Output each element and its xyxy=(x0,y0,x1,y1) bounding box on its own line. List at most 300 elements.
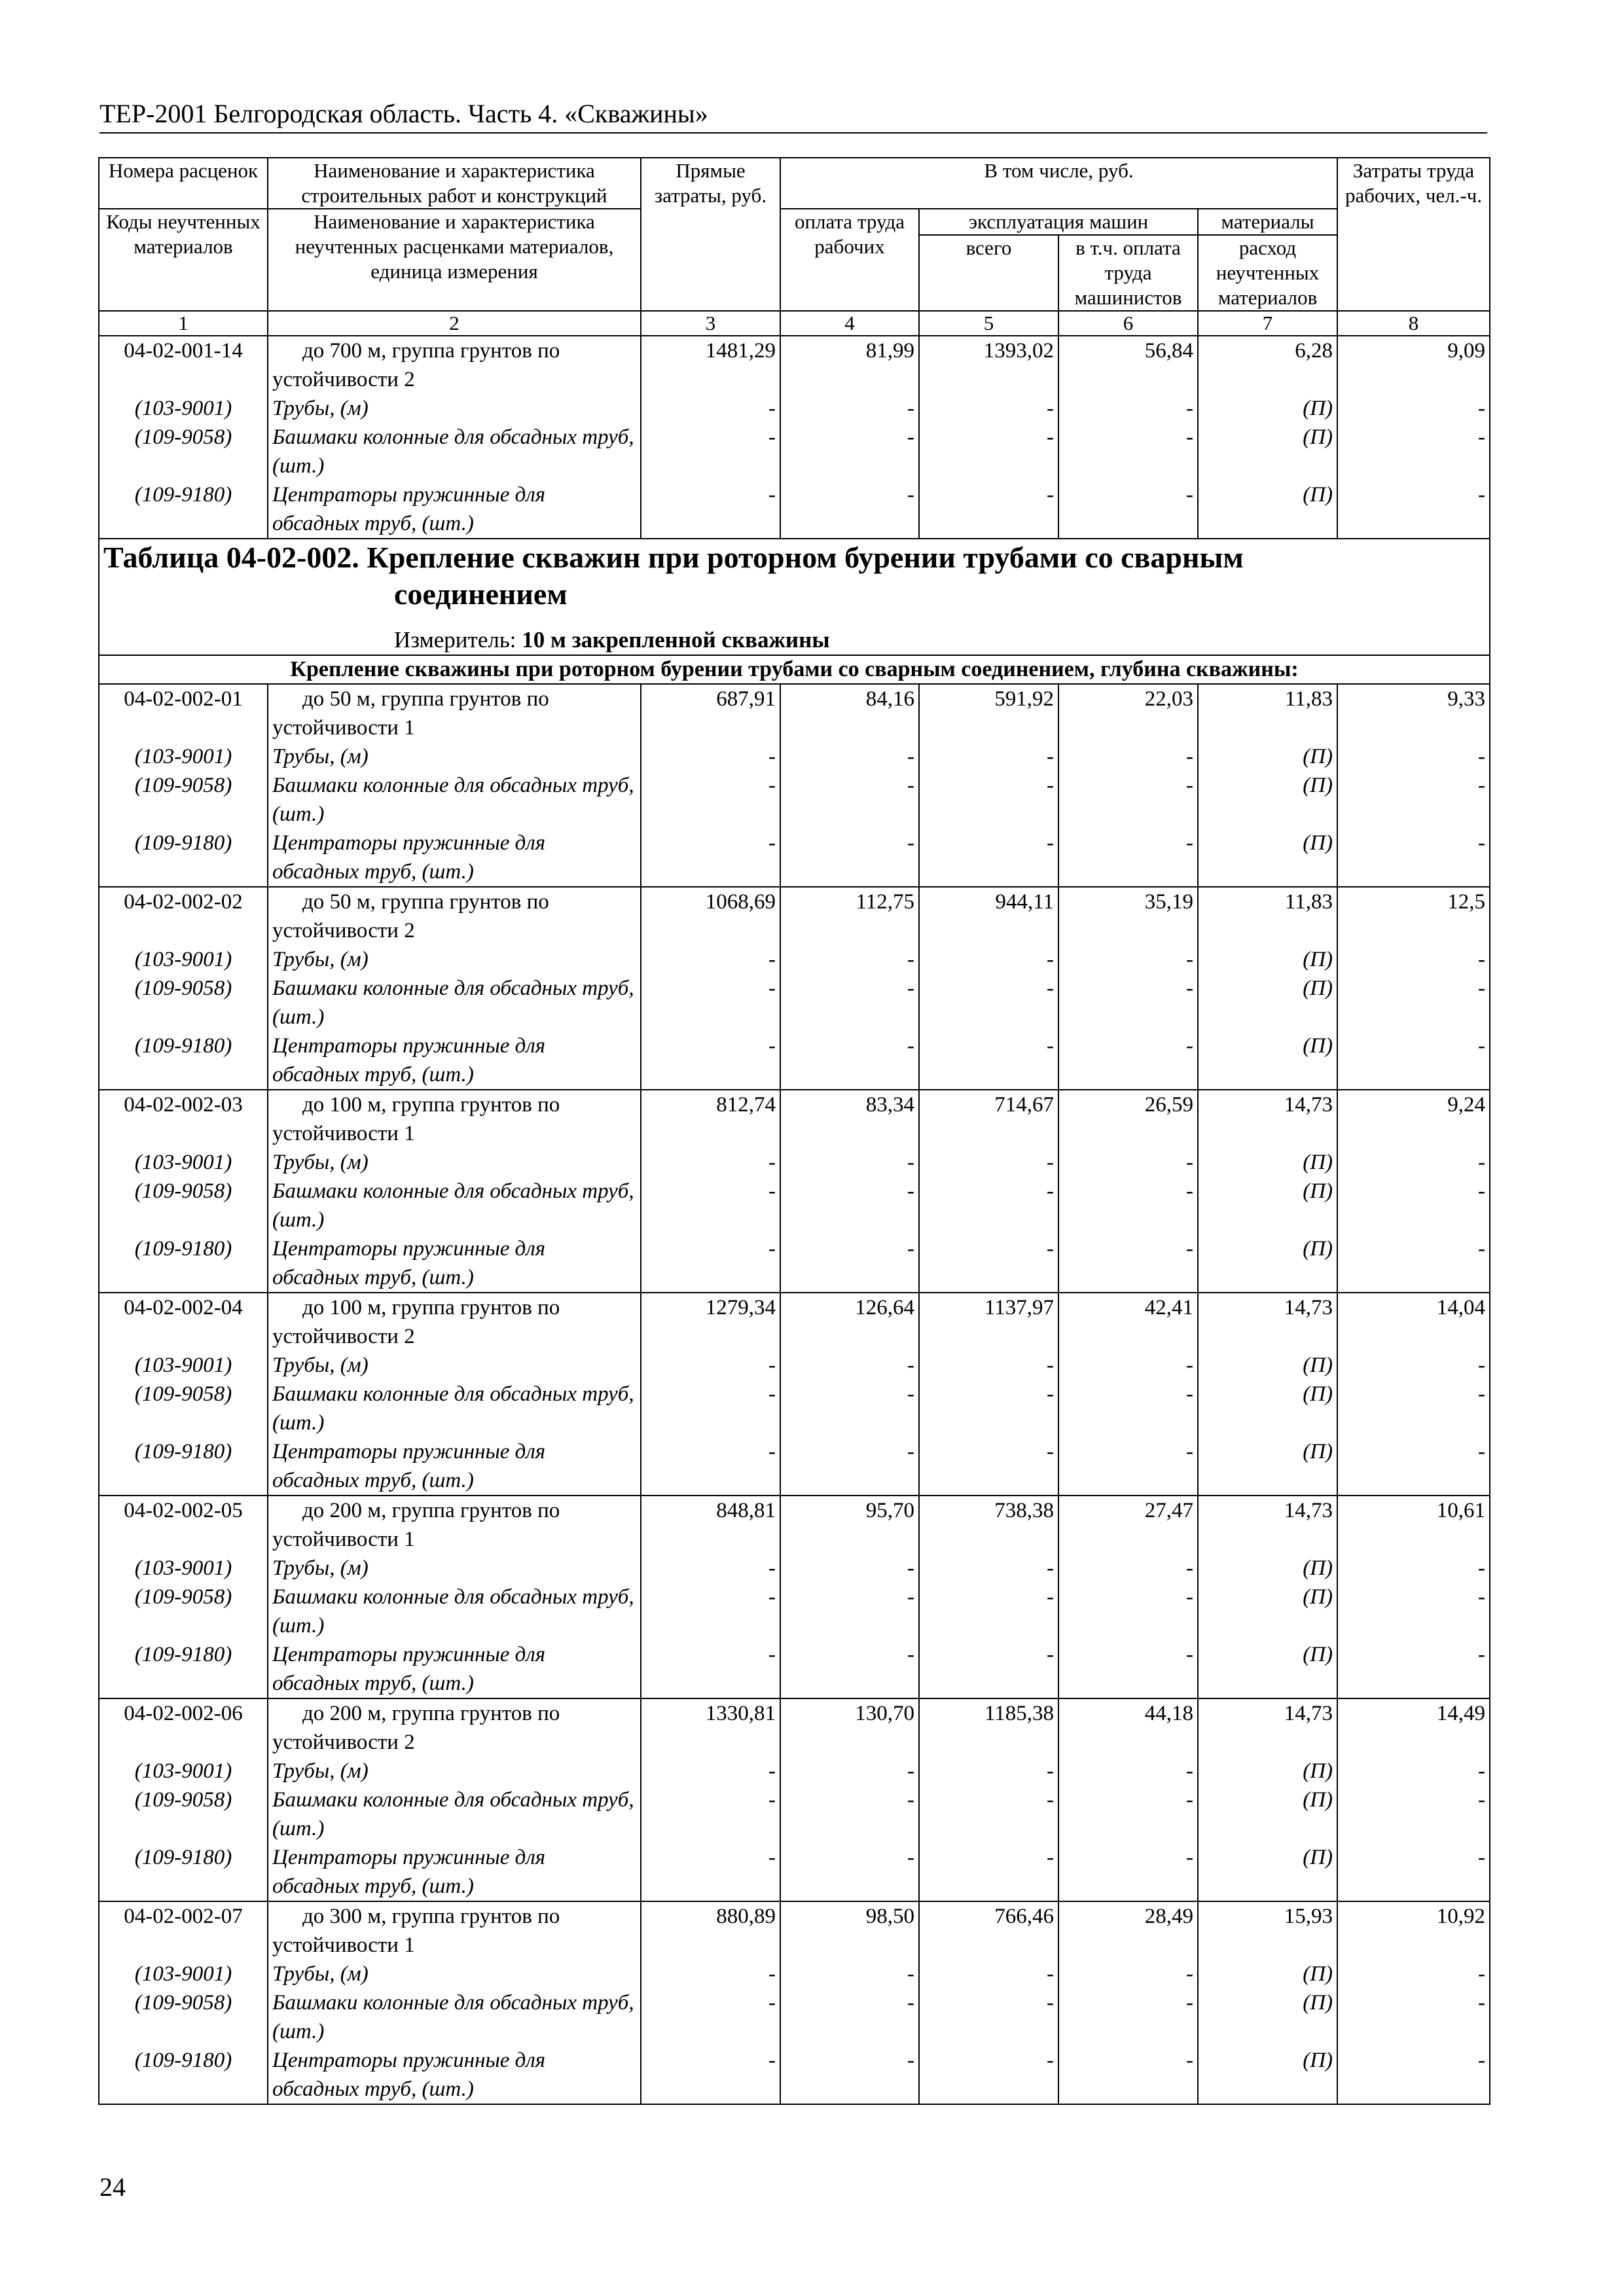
material-name-centralizers: Центраторы пружинные для обсадных труб, (шт.) xyxy=(272,1237,546,1289)
rate-code-cell xyxy=(99,1901,268,2104)
value-cell-machines xyxy=(919,1901,1058,2104)
material-value-centralizers: (П) xyxy=(1303,1440,1333,1463)
value-hours: 9,33 xyxy=(1447,687,1486,711)
rate-code-cell xyxy=(99,1698,268,1901)
value-machines: 1393,02 xyxy=(983,339,1054,363)
material-name-centralizers: Центраторы пружинные для обсадных труб, (шт.) xyxy=(272,483,546,535)
value-cell-hours xyxy=(1337,1698,1490,1901)
column-number: 5 xyxy=(919,311,1058,336)
spacer xyxy=(103,365,263,394)
material-value-pipes: (П) xyxy=(1303,1962,1333,1986)
material-value-pipes: - xyxy=(1478,1962,1486,1986)
spacer xyxy=(645,1119,776,1148)
spacer xyxy=(785,2017,914,2046)
spacer xyxy=(103,1728,263,1757)
spacer xyxy=(785,713,914,742)
column-number-row xyxy=(99,311,1490,336)
header-mat-codes: Коды неучтенных материалов xyxy=(99,209,268,311)
material-value-shoes: (П) xyxy=(1303,1585,1333,1609)
material-value-centralizers: - xyxy=(1478,483,1486,507)
spacer xyxy=(785,916,914,945)
rate-row xyxy=(99,1293,1490,1496)
value-cell-labor xyxy=(780,1901,919,2104)
material-value-centralizers: - xyxy=(1186,1034,1193,1058)
material-code-pipes: (103-9001) xyxy=(134,1962,232,1986)
material-value-centralizers: - xyxy=(1047,831,1054,855)
material-value-centralizers: - xyxy=(1478,831,1486,855)
material-value-shoes: - xyxy=(1047,1991,1054,2015)
material-code-shoes: (109-9058) xyxy=(134,1991,232,2015)
material-value-pipes: (П) xyxy=(1303,948,1333,971)
value-cell-labor xyxy=(780,684,919,887)
material-name-pipes: Трубы, (м) xyxy=(272,1962,369,1986)
material-value-pipes: (П) xyxy=(1303,745,1333,768)
value-cell-direct xyxy=(641,1293,780,1496)
material-value-centralizers: - xyxy=(907,1846,914,1869)
spacer xyxy=(1202,1206,1333,1234)
spacer xyxy=(103,1322,263,1351)
material-name-pipes: Трубы, (м) xyxy=(272,397,369,420)
column-number: 6 xyxy=(1058,311,1198,336)
material-name-shoes: Башмаки колонные для обсадных труб, (шт.) xyxy=(272,774,634,826)
material-value-shoes: - xyxy=(768,774,776,797)
spacer xyxy=(785,1003,914,1031)
header-mat-names: Наименование и характеристика неучтенных расценками материалов, единица измерения xyxy=(268,209,641,311)
spacer xyxy=(103,713,263,742)
material-value-pipes: - xyxy=(907,1759,914,1783)
spacer xyxy=(1063,1003,1193,1031)
rate-description: до 50 м, группа грунтов по устойчивости 1 xyxy=(272,687,549,740)
spacer xyxy=(924,1003,1054,1031)
spacer xyxy=(1202,713,1333,742)
material-value-pipes: - xyxy=(907,1151,914,1174)
spacer xyxy=(785,800,914,829)
spacer xyxy=(1342,1119,1485,1148)
rate-code-cell xyxy=(99,1293,268,1496)
spacer xyxy=(1342,1931,1485,1960)
spacer xyxy=(1063,1206,1193,1234)
material-value-centralizers: - xyxy=(907,831,914,855)
value-cell-machines xyxy=(919,1698,1058,1901)
material-code-pipes: (103-9001) xyxy=(134,1354,232,1377)
value-materials: 14,73 xyxy=(1284,1296,1333,1319)
material-value-centralizers: - xyxy=(1478,1440,1486,1463)
material-value-centralizers: - xyxy=(768,1846,776,1869)
rate-code: 04-02-002-06 xyxy=(124,1702,243,1725)
rate-row xyxy=(99,887,1490,1090)
table-title-line1: Таблица 04-02-002. Крепление скважин при роторном бурении трубами со сварным xyxy=(103,541,1244,574)
material-value-centralizers: (П) xyxy=(1303,1237,1333,1261)
material-code-shoes: (109-9058) xyxy=(134,977,232,1000)
spacer xyxy=(1063,452,1193,480)
value-machines: 1185,38 xyxy=(984,1702,1054,1725)
value-cell-materials xyxy=(1198,1698,1337,1901)
spacer xyxy=(1202,1814,1333,1843)
rate-code-cell xyxy=(99,684,268,887)
measurer xyxy=(103,626,1485,655)
value-cell-machinists xyxy=(1058,684,1198,887)
spacer xyxy=(1063,1931,1193,1960)
value-cell-direct xyxy=(641,1496,780,1698)
value-materials: 6,28 xyxy=(1295,339,1333,363)
spacer xyxy=(1342,713,1485,742)
spacer xyxy=(924,1525,1054,1554)
spacer xyxy=(924,1408,1054,1437)
rate-description: до 300 м, группа грунтов по устойчивости 1 xyxy=(272,1905,560,1957)
material-value-pipes: - xyxy=(907,1556,914,1580)
spacer xyxy=(1202,1611,1333,1640)
value-hours: 14,49 xyxy=(1436,1702,1486,1725)
spacer xyxy=(924,916,1054,945)
material-value-shoes: - xyxy=(907,1788,914,1812)
value-cell-labor xyxy=(780,1698,919,1901)
value-hours: 10,61 xyxy=(1436,1499,1486,1522)
value-hours: 9,09 xyxy=(1447,339,1486,363)
spacer xyxy=(924,1814,1054,1843)
material-value-centralizers: - xyxy=(1186,2049,1193,2072)
material-value-shoes: - xyxy=(768,977,776,1000)
material-value-centralizers: - xyxy=(1047,1440,1054,1463)
spacer xyxy=(924,1728,1054,1757)
value-hours: 12,5 xyxy=(1447,890,1486,914)
value-cell-machines xyxy=(919,1496,1058,1698)
spacer xyxy=(645,1931,776,1960)
spacer xyxy=(103,1611,263,1640)
spacer xyxy=(645,1408,776,1437)
table-title-block xyxy=(99,539,1490,655)
material-value-pipes: - xyxy=(1478,1556,1486,1580)
header-machinist-pay: в т.ч. оплата труда машинистов xyxy=(1058,235,1198,311)
spacer xyxy=(924,800,1054,829)
value-machinists: 22,03 xyxy=(1144,687,1193,711)
material-value-centralizers: - xyxy=(1186,483,1193,507)
value-machines: 714,67 xyxy=(994,1093,1054,1117)
spacer xyxy=(103,1525,263,1554)
material-value-pipes: - xyxy=(907,397,914,420)
spacer xyxy=(1063,2017,1193,2046)
value-cell-materials xyxy=(1198,1090,1337,1293)
rate-row xyxy=(99,1090,1490,1293)
material-value-centralizers: - xyxy=(907,483,914,507)
spacer xyxy=(1342,1322,1485,1351)
material-value-shoes: - xyxy=(907,977,914,1000)
material-code-centralizers: (109-9180) xyxy=(134,1237,232,1261)
material-value-pipes: - xyxy=(768,1759,776,1783)
material-value-pipes: - xyxy=(768,745,776,768)
rate-description: до 200 м, группа грунтов по устойчивости 2 xyxy=(272,1702,560,1754)
spacer xyxy=(785,1728,914,1757)
value-cell-hours xyxy=(1337,1496,1490,1698)
material-value-centralizers: - xyxy=(1047,1237,1054,1261)
value-machines: 591,92 xyxy=(994,687,1054,711)
column-number: 7 xyxy=(1198,311,1337,336)
material-value-centralizers: - xyxy=(1047,483,1054,507)
header-labor-pay: оплата труда рабочих xyxy=(780,209,919,311)
value-materials: 14,73 xyxy=(1284,1702,1333,1725)
material-code-pipes: (103-9001) xyxy=(134,948,232,971)
material-value-centralizers: - xyxy=(907,1034,914,1058)
material-value-pipes: - xyxy=(1047,1556,1054,1580)
spacer xyxy=(1202,365,1333,394)
spacer xyxy=(1342,1206,1485,1234)
material-value-shoes: - xyxy=(1186,774,1193,797)
value-cell-labor xyxy=(780,1090,919,1293)
value-materials: 15,93 xyxy=(1284,1905,1333,1928)
material-code-pipes: (103-9001) xyxy=(134,1151,232,1174)
spacer xyxy=(645,1525,776,1554)
material-value-centralizers: - xyxy=(768,1034,776,1058)
material-value-shoes: (П) xyxy=(1303,1179,1333,1203)
column-number: 4 xyxy=(780,311,919,336)
rate-code-cell xyxy=(99,887,268,1090)
material-value-shoes: - xyxy=(1478,1179,1486,1203)
value-materials: 11,83 xyxy=(1285,890,1333,914)
rate-name-cell xyxy=(268,1293,641,1496)
header-rate-no: Номера расценок xyxy=(99,158,268,209)
measurer-label: Измеритель: xyxy=(394,627,516,653)
rate-code: 04-02-001-14 xyxy=(124,339,243,363)
material-value-shoes: - xyxy=(1186,1788,1193,1812)
spacer xyxy=(1063,1525,1193,1554)
material-value-shoes: - xyxy=(907,774,914,797)
material-value-centralizers: - xyxy=(1478,2049,1486,2072)
material-value-centralizers: - xyxy=(768,1237,776,1261)
rate-code: 04-02-002-03 xyxy=(124,1093,243,1117)
spacer xyxy=(645,365,776,394)
spacer xyxy=(1202,800,1333,829)
material-value-pipes: - xyxy=(1047,948,1054,971)
material-value-centralizers: - xyxy=(907,1440,914,1463)
material-name-shoes: Башмаки колонные для обсадных труб, (шт.) xyxy=(272,1382,634,1435)
value-cell-hours xyxy=(1337,684,1490,887)
spacer xyxy=(1342,1003,1485,1031)
value-machines: 766,46 xyxy=(994,1905,1054,1928)
material-value-shoes: - xyxy=(907,1991,914,2015)
material-name-centralizers: Центраторы пружинные для обсадных труб, (шт.) xyxy=(272,831,546,884)
rate-row xyxy=(99,1496,1490,1698)
spacer xyxy=(103,1206,263,1234)
spacer xyxy=(1342,2017,1485,2046)
material-code-shoes: (109-9058) xyxy=(134,1788,232,1812)
value-cell-machinists xyxy=(1058,1496,1198,1698)
spacer xyxy=(103,1931,263,1960)
material-value-pipes: - xyxy=(907,948,914,971)
header-machine-total: всего xyxy=(919,235,1058,311)
material-value-shoes: - xyxy=(1478,425,1486,449)
rate-row xyxy=(99,336,1490,539)
spacer xyxy=(645,1814,776,1843)
material-value-centralizers: - xyxy=(1186,1643,1193,1666)
column-number: 2 xyxy=(268,311,641,336)
material-code-shoes: (109-9058) xyxy=(134,774,232,797)
value-materials: 11,83 xyxy=(1285,687,1333,711)
material-value-shoes: - xyxy=(768,1179,776,1203)
value-machinists: 35,19 xyxy=(1144,890,1193,914)
rate-name-cell xyxy=(268,336,641,539)
value-cell-hours xyxy=(1337,1901,1490,2104)
material-value-shoes: - xyxy=(1047,774,1054,797)
material-name-centralizers: Центраторы пружинные для обсадных труб, (шт.) xyxy=(272,1034,546,1086)
material-value-centralizers: - xyxy=(768,483,776,507)
value-machinists: 28,49 xyxy=(1144,1905,1193,1928)
spacer xyxy=(103,916,263,945)
rate-description: до 50 м, группа грунтов по устойчивости 2 xyxy=(272,890,549,942)
value-cell-materials xyxy=(1198,1293,1337,1496)
material-value-shoes: - xyxy=(1478,774,1486,797)
value-cell-machines xyxy=(919,1090,1058,1293)
spacer xyxy=(785,1408,914,1437)
rate-name-cell xyxy=(268,887,641,1090)
material-code-pipes: (103-9001) xyxy=(134,1556,232,1580)
value-labor: 83,34 xyxy=(865,1093,914,1117)
material-value-shoes: (П) xyxy=(1303,977,1333,1000)
table-title xyxy=(103,539,1485,613)
spacer xyxy=(645,1322,776,1351)
rate-row xyxy=(99,1901,1490,2104)
value-hours: 10,92 xyxy=(1436,1905,1486,1928)
value-cell-machines xyxy=(919,1293,1058,1496)
rates-table xyxy=(98,157,1490,2105)
material-value-centralizers: - xyxy=(1186,1846,1193,1869)
material-value-shoes: - xyxy=(1047,977,1054,1000)
spacer xyxy=(785,1931,914,1960)
material-code-centralizers: (109-9180) xyxy=(134,1034,232,1058)
spacer xyxy=(1063,1119,1193,1148)
value-direct: 812,74 xyxy=(716,1093,776,1117)
value-machinists: 56,84 xyxy=(1144,339,1193,363)
spacer xyxy=(785,1814,914,1843)
value-cell-labor xyxy=(780,1293,919,1496)
column-number: 8 xyxy=(1337,311,1490,336)
value-cell-labor xyxy=(780,1496,919,1698)
rate-description: до 100 м, группа грунтов по устойчивости 1 xyxy=(272,1093,560,1145)
value-hours: 14,04 xyxy=(1436,1296,1486,1319)
material-value-shoes: - xyxy=(1478,1382,1486,1406)
spacer xyxy=(785,1525,914,1554)
value-cell-machinists xyxy=(1058,1698,1198,1901)
material-value-shoes: - xyxy=(1047,1382,1054,1406)
spacer xyxy=(645,800,776,829)
material-name-pipes: Трубы, (м) xyxy=(272,948,369,971)
header-incl: В том числе, руб. xyxy=(780,158,1337,209)
spacer xyxy=(1063,1408,1193,1437)
material-value-pipes: - xyxy=(907,745,914,768)
material-code-centralizers: (109-9180) xyxy=(134,2049,232,2072)
value-machinists: 42,41 xyxy=(1144,1296,1193,1319)
material-value-shoes: - xyxy=(1186,1179,1193,1203)
header-unaccounted-use: расход неучтенных материалов xyxy=(1198,235,1337,311)
value-cell-machinists xyxy=(1058,1090,1198,1293)
spacer xyxy=(1342,916,1485,945)
spacer xyxy=(1342,800,1485,829)
value-labor: 112,75 xyxy=(856,890,914,914)
material-value-shoes: (П) xyxy=(1303,425,1333,449)
column-number: 1 xyxy=(99,311,268,336)
material-value-pipes: - xyxy=(907,1354,914,1377)
header-machine-ops: эксплуатация машин xyxy=(919,209,1198,235)
material-value-centralizers: - xyxy=(768,831,776,855)
value-cell-labor xyxy=(780,887,919,1090)
value-cell-machinists xyxy=(1058,887,1198,1090)
spacer xyxy=(924,1322,1054,1351)
spacer xyxy=(103,1408,263,1437)
material-value-centralizers: (П) xyxy=(1303,831,1333,855)
material-value-shoes: (П) xyxy=(1303,774,1333,797)
material-code-pipes: (103-9001) xyxy=(134,745,232,768)
material-code-shoes: (109-9058) xyxy=(134,1179,232,1203)
value-machines: 738,38 xyxy=(994,1499,1054,1522)
value-direct: 687,91 xyxy=(716,687,776,711)
header-materials: материалы xyxy=(1198,209,1337,235)
spacer xyxy=(1202,452,1333,480)
spacer xyxy=(1342,1525,1485,1554)
value-labor: 81,99 xyxy=(865,339,914,363)
material-value-shoes: - xyxy=(1478,1991,1486,2015)
spacer xyxy=(785,1322,914,1351)
value-hours: 9,24 xyxy=(1447,1093,1486,1117)
material-code-centralizers: (109-9180) xyxy=(134,1643,232,1666)
material-value-shoes: - xyxy=(1186,977,1193,1000)
spacer xyxy=(924,2017,1054,2046)
material-value-pipes: (П) xyxy=(1303,1354,1333,1377)
material-value-centralizers: - xyxy=(768,1643,776,1666)
material-value-pipes: - xyxy=(1047,1759,1054,1783)
material-value-shoes: - xyxy=(1478,1585,1486,1609)
material-code-shoes: (109-9058) xyxy=(134,425,232,449)
rate-name-cell xyxy=(268,1090,641,1293)
value-materials: 14,73 xyxy=(1284,1093,1333,1117)
material-code-centralizers: (109-9180) xyxy=(134,1440,232,1463)
rate-description: до 200 м, группа грунтов по устойчивости 1 xyxy=(272,1499,560,1551)
rate-code: 04-02-002-02 xyxy=(124,890,243,914)
spacer xyxy=(1202,1119,1333,1148)
value-machinists: 44,18 xyxy=(1144,1702,1193,1725)
material-value-centralizers: - xyxy=(907,1643,914,1666)
material-value-centralizers: (П) xyxy=(1303,483,1333,507)
spacer xyxy=(645,1728,776,1757)
material-value-pipes: - xyxy=(1478,1759,1486,1783)
value-labor: 84,16 xyxy=(865,687,914,711)
spacer xyxy=(1063,1611,1193,1640)
rate-name-cell xyxy=(268,1698,641,1901)
spacer xyxy=(1063,365,1193,394)
material-value-centralizers: - xyxy=(907,2049,914,2072)
material-value-shoes: - xyxy=(1186,1585,1193,1609)
value-cell-materials xyxy=(1198,684,1337,887)
material-value-pipes: - xyxy=(768,1556,776,1580)
rate-code: 04-02-002-05 xyxy=(124,1499,243,1522)
spacer xyxy=(1342,1611,1485,1640)
material-value-centralizers: - xyxy=(1186,1440,1193,1463)
material-value-pipes: - xyxy=(768,1962,776,1986)
material-value-pipes: - xyxy=(1186,1556,1193,1580)
material-name-shoes: Башмаки колонные для обсадных труб, (шт.) xyxy=(272,1991,634,2043)
value-cell-materials xyxy=(1198,887,1337,1090)
material-value-shoes: - xyxy=(1186,1382,1193,1406)
value-machinists: 26,59 xyxy=(1144,1093,1193,1117)
spacer xyxy=(1342,1408,1485,1437)
material-code-shoes: (109-9058) xyxy=(134,1585,232,1609)
material-value-shoes: - xyxy=(1478,1788,1486,1812)
material-value-shoes: - xyxy=(1047,425,1054,449)
material-value-shoes: - xyxy=(907,1585,914,1609)
rate-row xyxy=(99,1698,1490,1901)
material-value-shoes: - xyxy=(1047,1585,1054,1609)
spacer xyxy=(785,1611,914,1640)
spacer xyxy=(103,1119,263,1148)
material-value-pipes: - xyxy=(1478,397,1486,420)
spacer xyxy=(1063,1322,1193,1351)
